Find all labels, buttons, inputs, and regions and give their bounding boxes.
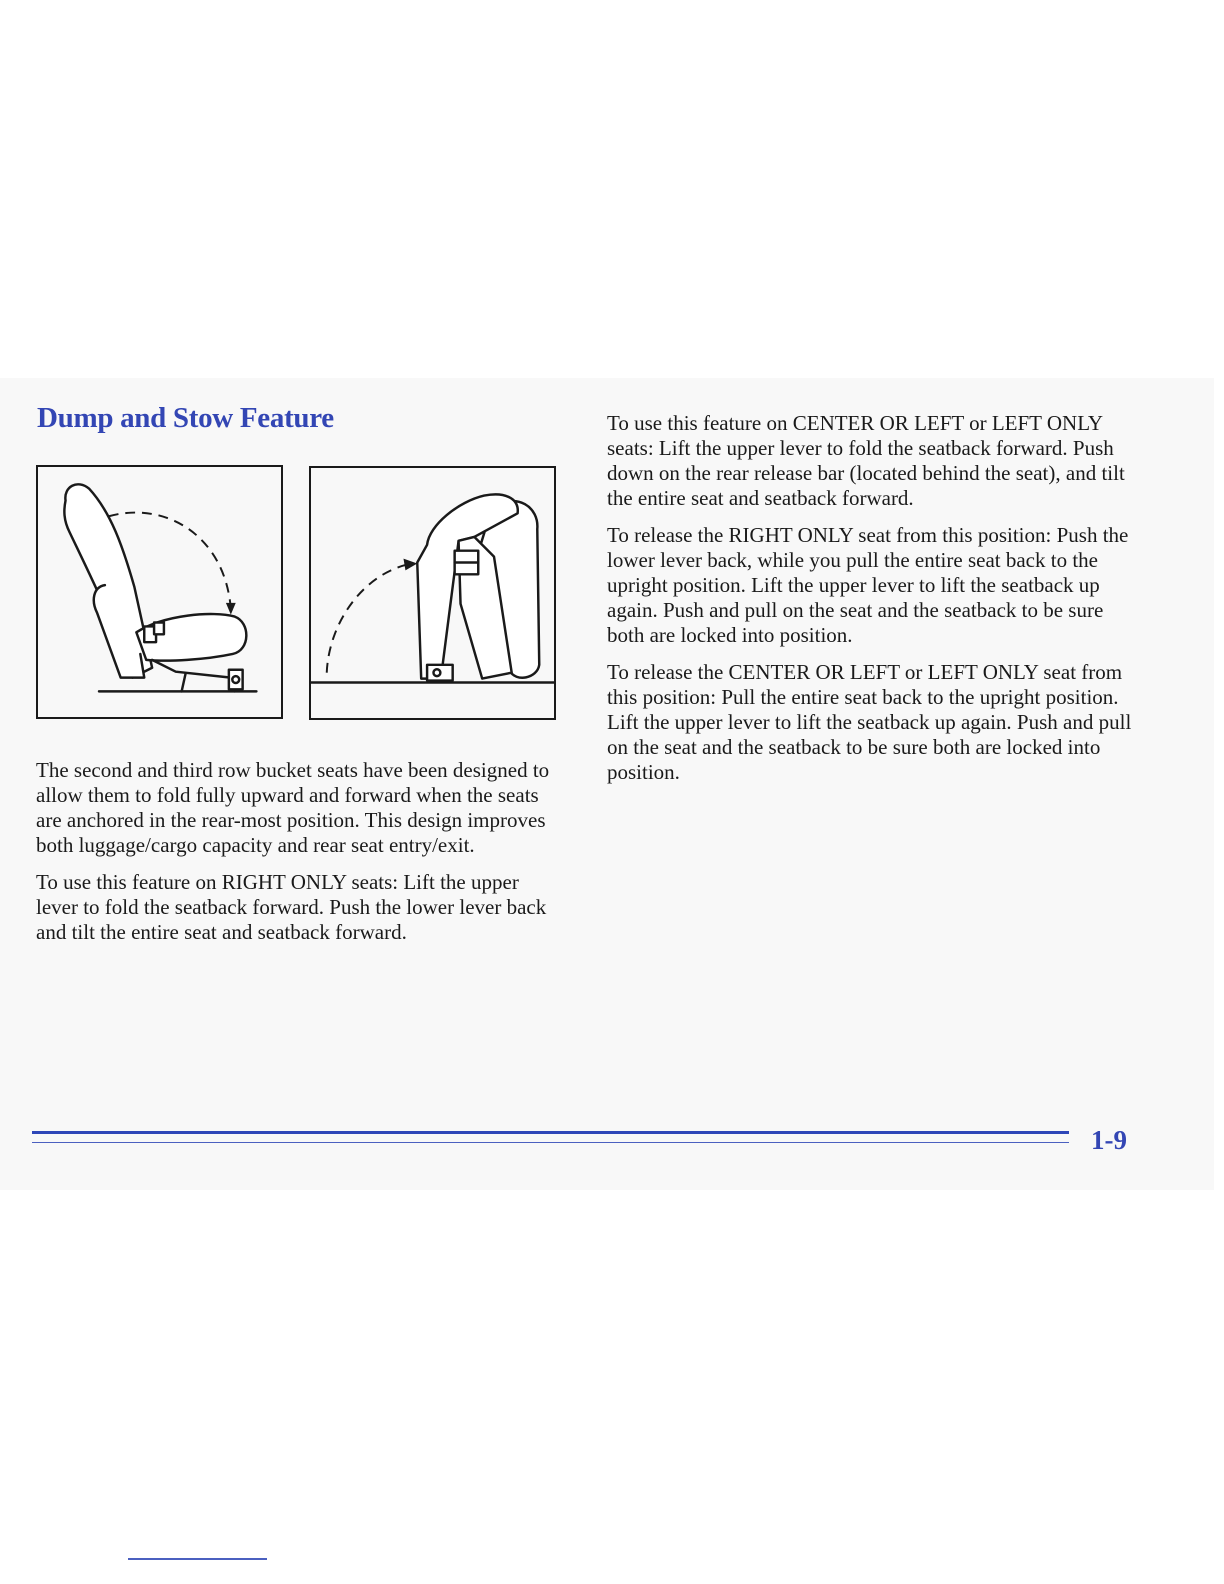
paragraph: To use this feature on CENTER OR LEFT or LEFT ONLY seats: Lift the upper lever to fold the seatback forward. Push down on the rear release bar (located behind the seat), and tilt the entire seat and seatback forward. (607, 411, 1125, 510)
page-number: 1-9 (1091, 1125, 1127, 1155)
seat-tilted-forward-diagram-icon (311, 468, 554, 718)
paragraph: To release the CENTER OR LEFT or LEFT ONLY seat from this position: Pull the entire seat back to the upright position. Lift the upper lever to lift the seatback up again. Push and pull on the seat and the seatback to be sure both are locked into position. (607, 660, 1132, 784)
right-column (607, 411, 1139, 797)
paragraph: To release the RIGHT ONLY seat from this position: Push the lower lever back, while you pull the entire seat back to the upright position. Lift the upper lever to lift the seatback up again. Push and pull on the seat and the seatback to be sure both are locked into position. (607, 523, 1129, 647)
figure-seat-folding (36, 465, 283, 719)
seat-folding-diagram-icon (38, 467, 281, 717)
paragraph: The second and third row bucket seats have been designed to allow them to fold fully upward and forward when the seats are anchored in the rear-most position. This design improves both luggage/cargo capacity and rear seat entry/exit. (36, 758, 550, 857)
section-title: Dump and Stow Feature (37, 402, 334, 434)
bottom-link-underline (128, 1558, 267, 1560)
paragraph: To use this feature on RIGHT ONLY seats: Lift the upper lever to fold the seatback forward. Push the lower lever back and tilt the entire seat and seatback forward. (36, 870, 547, 944)
figure-seat-tilted (309, 466, 556, 720)
footer-rule-thin (32, 1142, 1069, 1143)
footer-rule (32, 1131, 1069, 1134)
left-column (36, 758, 564, 957)
